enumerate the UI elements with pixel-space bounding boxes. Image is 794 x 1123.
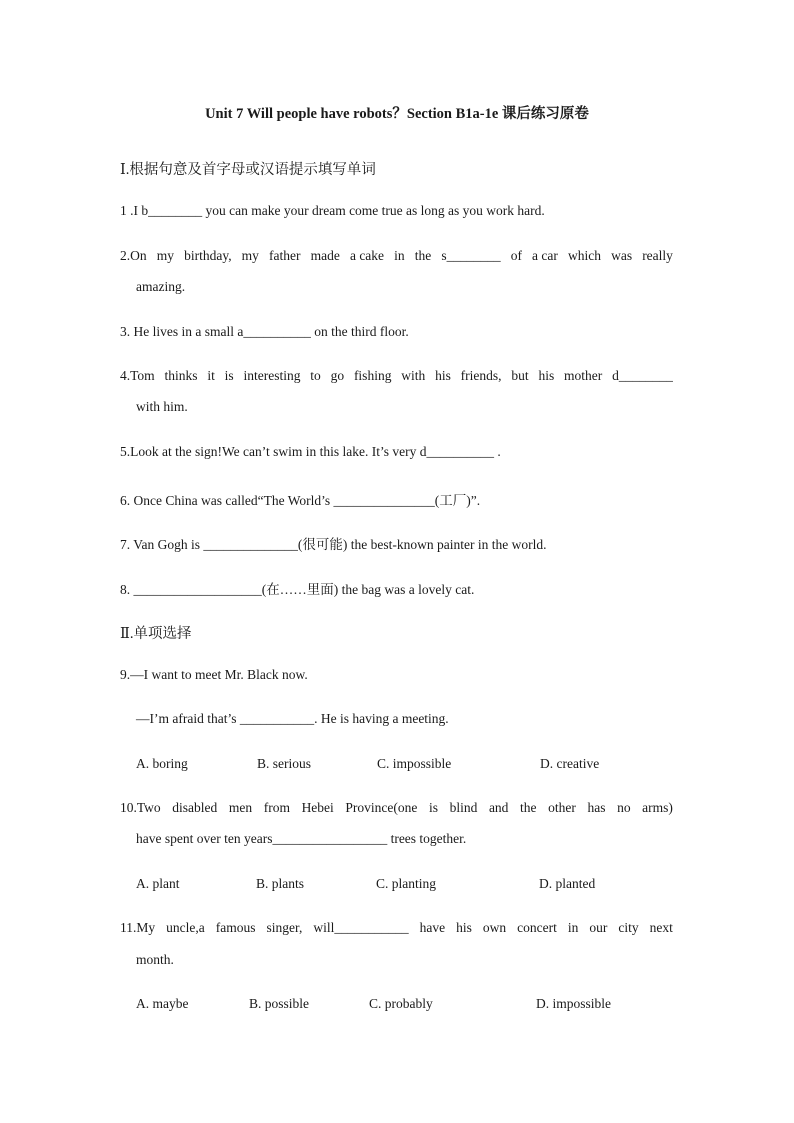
option-c: C. probably bbox=[369, 996, 433, 1011]
question-5: 5.Look at the sign!We can’t swim in this lake. It’s very d__________ . bbox=[120, 444, 501, 459]
question-1: 1 .I b________ you can make your dream come true as long as you work hard. bbox=[120, 203, 545, 218]
question-2-line-2: amazing. bbox=[136, 279, 186, 294]
question-2-line-1: 2.On my birthday, my father made a cake in the s________ of a car which was really bbox=[120, 248, 673, 263]
question-11-line-1: 11.My uncle,a famous singer, will___________ have his own concert in our city next bbox=[120, 920, 673, 935]
option-b: B. serious bbox=[257, 756, 311, 771]
question-9-line-2: —I’m afraid that’s ___________. He is having a meeting. bbox=[136, 711, 449, 726]
option-a: A. maybe bbox=[136, 996, 189, 1011]
question-7: 7. Van Gogh is ______________(很可能) the best-known painter in the world. bbox=[120, 537, 547, 552]
section-1-heading: Ⅰ.根据句意及首字母或汉语提示填写单词 bbox=[120, 162, 376, 178]
question-4-line-1: 4.Tom thinks it is interesting to go fishing with his friends, but his mother d________ bbox=[120, 368, 673, 383]
page-title: Unit 7 Will people have robots？Section B1a-1e 课后练习原卷 bbox=[205, 106, 589, 122]
option-c: C. planting bbox=[376, 876, 436, 891]
question-11-line-2: month. bbox=[136, 952, 174, 967]
question-3: 3. He lives in a small a__________ on the third floor. bbox=[120, 324, 409, 339]
question-6: 6. Once China was called“The World’s _______________(工厂)”. bbox=[120, 493, 481, 508]
option-a: A. boring bbox=[136, 756, 188, 771]
section-2-heading: Ⅱ.单项选择 bbox=[120, 626, 192, 642]
question-4-line-2: with him. bbox=[136, 399, 188, 414]
option-d: D. planted bbox=[539, 876, 596, 891]
option-d: D. creative bbox=[540, 756, 600, 771]
option-a: A. plant bbox=[136, 876, 180, 891]
question-9-line-1: 9.—I want to meet Mr. Black now. bbox=[120, 667, 308, 682]
question-10-line-1: 10.Two disabled men from Hebei Province(one is blind and the other has no arms) bbox=[120, 800, 673, 815]
question-10-line-2: have spent over ten years_________________ trees together. bbox=[136, 831, 467, 846]
question-8: 8. ___________________(在……里面) the bag was a lovely cat. bbox=[120, 582, 475, 597]
option-c: C. impossible bbox=[377, 756, 452, 771]
option-b: B. possible bbox=[249, 996, 310, 1011]
option-b: B. plants bbox=[256, 876, 305, 891]
option-d: D. impossible bbox=[536, 996, 612, 1011]
